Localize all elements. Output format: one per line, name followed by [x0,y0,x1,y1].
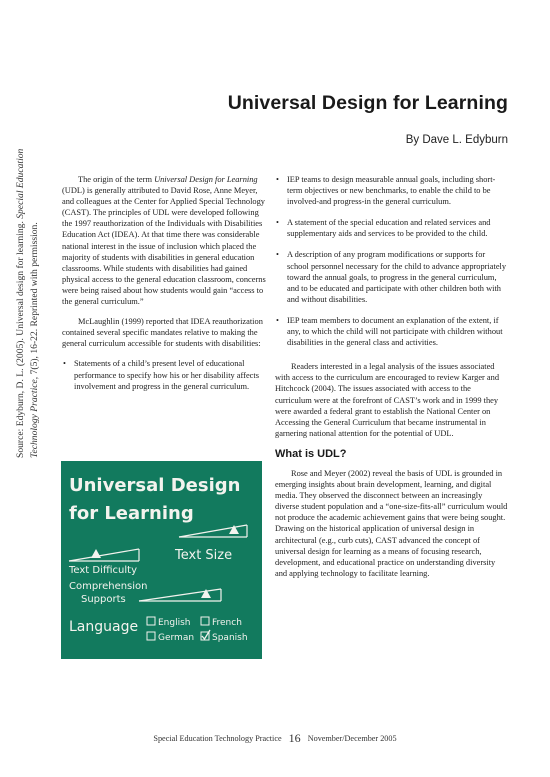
label-comprehension: Comprehension [69,581,148,592]
option-english: English [158,618,191,628]
udl-paragraph: Rose and Meyer (2002) reveal the basis of UDL is grounded in emerging insights about brain development, learning, and digital media. They observed the disconnect between an increasingly diverse student population and a “one-size-fits-all” curriculum would not produce the academic achievement gains that were being sought. Drawing on the historical application of universal design in architectural (e.g., curb cuts), CAST advanced the concept of universal design for learning as a means of focusing research, development, and educational practice on understanding diversity and applying technology to facilitate learning. [275,468,508,578]
citation-line-2: 7(5), 16-22. Reprinted with permission. [29,222,40,375]
footer-date: November/December 2005 [307,734,397,743]
list-item: • A description of any program modifications or supports for school personnel necessary for the child to advance appropriately toward the annual goals, to progress in the general curriculum, and to be educated and participate with other children both with and without disabilities. [275,249,508,304]
footer-journal: Special Education Technology Practice [153,734,282,743]
source-citation [14,148,56,458]
chalkboard-drawing [61,461,262,659]
readers-paragraph: Readers interested in a legal analysis of the issues associated with access to the curriculum are encouraged to review Karger and Hitchcock (2004). The issues associated with access to the curriculum were at the forefront of CAST’s work and in 1999 they were awarded a federal grant to establish the National Center on Accessing the General Curriculum that became instrumental in garnering national attention for the potential of UDL. [275,362,500,438]
list-item: • IEP teams to design measurable annual goals, including short-term objectives or new benchmarks, to enable the child to be involved-and progress-in the general curriculum. [275,174,508,207]
list-item: • A statement of the special education and related services and supplementary aids and services to be provided to the child. [275,217,508,239]
label-supports: Supports [81,594,126,605]
option-french: French [212,618,242,628]
right-column [275,174,508,588]
label-text-difficulty: Text Difficulty [69,565,138,576]
mclaughlin-paragraph: McLaughlin (1999) reported that IDEA reauthorization contained several specific mandates relative to making the general curriculum accessible for students with disabilities: [62,317,263,349]
article-byline: By Dave L. Edyburn [405,134,508,146]
page-number: 16 [288,731,301,745]
list-item: • Statements of a child’s present level of educational performance to specify how his or her disability affects involvement and progress in the general curriculum. [62,358,269,391]
udl-chalkboard-illustration [61,461,262,659]
citation-journal-b: Technology Practice, [29,376,40,458]
mandates-list-start [62,358,269,391]
citation-line-1: Source: Edyburn, D. L. (2005). Universal design for learning. [15,221,26,458]
left-column [62,174,269,402]
intro-paragraph: The origin of the term Universal Design for Learning (UDL) is generally attributed to David Rose, Anne Meyer, and colleagues at the Center for Applied Special Technology (CAST). The principles of UDL were developed following the 1997 reauthorization of the Individuals with Disabilities Education Act (IDEA). At that time there was considerable national interest in the issue of inclusion which placed the majority of students with disabilities in general education classrooms. While students with disabilities had gained physical access to the general education classroom, concerns were being raised about how students would gain “access to the general curriculum.” [62,175,266,307]
list-item: • IEP team members to document an explanation of the extent, if any, to which the child will not participate with children without disabilities in the general class and activities. [275,315,508,348]
label-language: Language [69,619,139,635]
article-title: Universal Design for Learning [227,92,508,114]
label-text-size: Text Size [175,548,233,563]
option-spanish: Spanish [212,633,248,643]
citation-journal-a: Special Education [15,148,26,219]
section-heading-what-is-udl: What is UDL? [275,447,347,460]
board-title-line-1: Universal Design [69,475,241,496]
option-german: German [158,633,195,643]
mandates-list-continued [275,174,508,348]
board-title-line-2: for Learning [69,503,194,524]
page-footer [0,731,550,746]
